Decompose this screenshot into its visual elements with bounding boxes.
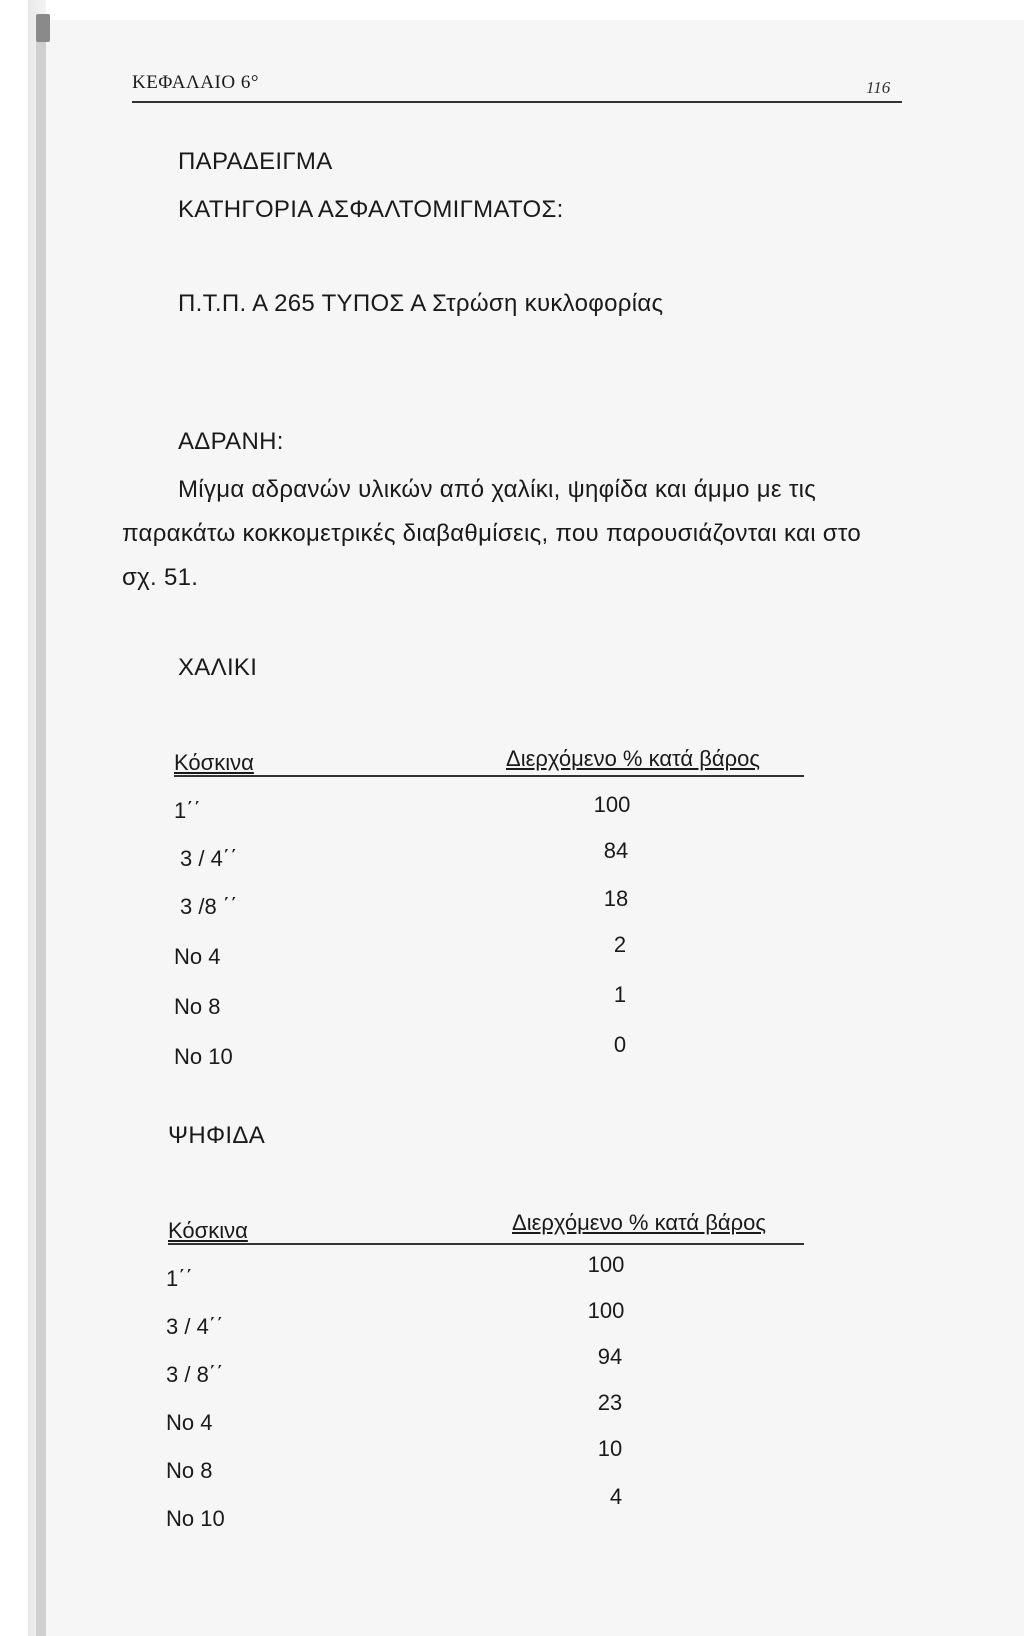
chippings-sieve-1: 1΄΄ bbox=[166, 1266, 193, 1291]
gravel-header-rule bbox=[174, 775, 804, 777]
gravel-sieve-1: 1΄΄ bbox=[174, 798, 201, 823]
page-number: 116 bbox=[866, 78, 891, 97]
chippings-col-passing: Διερχόμενο % κατά βάρος bbox=[512, 1210, 766, 1235]
scan-corner-mark bbox=[36, 14, 50, 42]
chippings-value-2: 100 bbox=[587, 1298, 625, 1323]
gravel-col-passing: Διερχόμενο % κατά βάρος bbox=[506, 746, 760, 771]
gravel-title: ΧΑΛΙΚΙ bbox=[178, 654, 258, 681]
chippings-value-1: 100 bbox=[587, 1252, 625, 1277]
gravel-sieve-5: No 8 bbox=[174, 994, 221, 1019]
chippings-header-rule bbox=[168, 1243, 804, 1245]
gravel-value-1: 100 bbox=[593, 792, 631, 817]
chippings-col-sieve: Κόσκινα bbox=[168, 1218, 248, 1243]
example-title: ΠΑΡΑΔΕΙΓΜΑ bbox=[178, 148, 333, 175]
chapter-header: ΚΕΦΑΛΑΙΟ 6° bbox=[132, 72, 259, 93]
gravel-sieve-2: 3 / 4΄΄ bbox=[180, 846, 238, 871]
aggregates-title: ΑΔΡΑΝΗ: bbox=[178, 428, 284, 455]
chippings-value-5: 10 bbox=[597, 1436, 623, 1461]
gravel-sieve-4: No 4 bbox=[174, 944, 221, 969]
chippings-sieve-2: 3 / 4΄΄ bbox=[166, 1314, 224, 1339]
chippings-value-6: 4 bbox=[609, 1484, 623, 1509]
chippings-value-3: 94 bbox=[597, 1344, 623, 1369]
document-page bbox=[36, 20, 1024, 1636]
paragraph-line-1: Μίγμα αδρανών υλικών από χαλίκι, ψηφίδα και άμμο με τις bbox=[178, 476, 817, 503]
chippings-sieve-5: No 8 bbox=[166, 1458, 213, 1483]
spec-line: Π.Τ.Π. Α 265 ΤΥΠΟΣ Α Στρώση κυκλοφορίας bbox=[178, 290, 664, 317]
category-title: ΚΑΤΗΓΟΡΙΑ ΑΣΦΑΛΤΟΜΙΓΜΑΤΟΣ: bbox=[178, 196, 564, 223]
gravel-value-3: 18 bbox=[603, 886, 629, 911]
gravel-value-4: 2 bbox=[613, 932, 627, 957]
gravel-sieve-3: 3 /8 ΄΄ bbox=[180, 894, 238, 919]
gravel-value-6: 0 bbox=[613, 1032, 627, 1057]
chippings-title: ΨΗΦΙΔΑ bbox=[168, 1122, 266, 1149]
gravel-sieve-6: No 10 bbox=[174, 1044, 233, 1069]
header-rule bbox=[132, 101, 902, 103]
chippings-sieve-6: No 10 bbox=[166, 1506, 225, 1531]
gravel-col-sieve: Κόσκινα bbox=[174, 750, 254, 775]
chippings-value-4: 23 bbox=[597, 1390, 623, 1415]
gravel-value-2: 84 bbox=[603, 838, 629, 863]
chippings-sieve-3: 3 / 8΄΄ bbox=[166, 1362, 224, 1387]
paragraph-line-3: σχ. 51. bbox=[122, 564, 199, 591]
paragraph-line-2: παρακάτω κοκκομετρικές διαβαθμίσεις, που παρουσιάζονται και στο bbox=[122, 520, 862, 547]
gravel-value-5: 1 bbox=[613, 982, 627, 1007]
chippings-sieve-4: No 4 bbox=[166, 1410, 213, 1435]
